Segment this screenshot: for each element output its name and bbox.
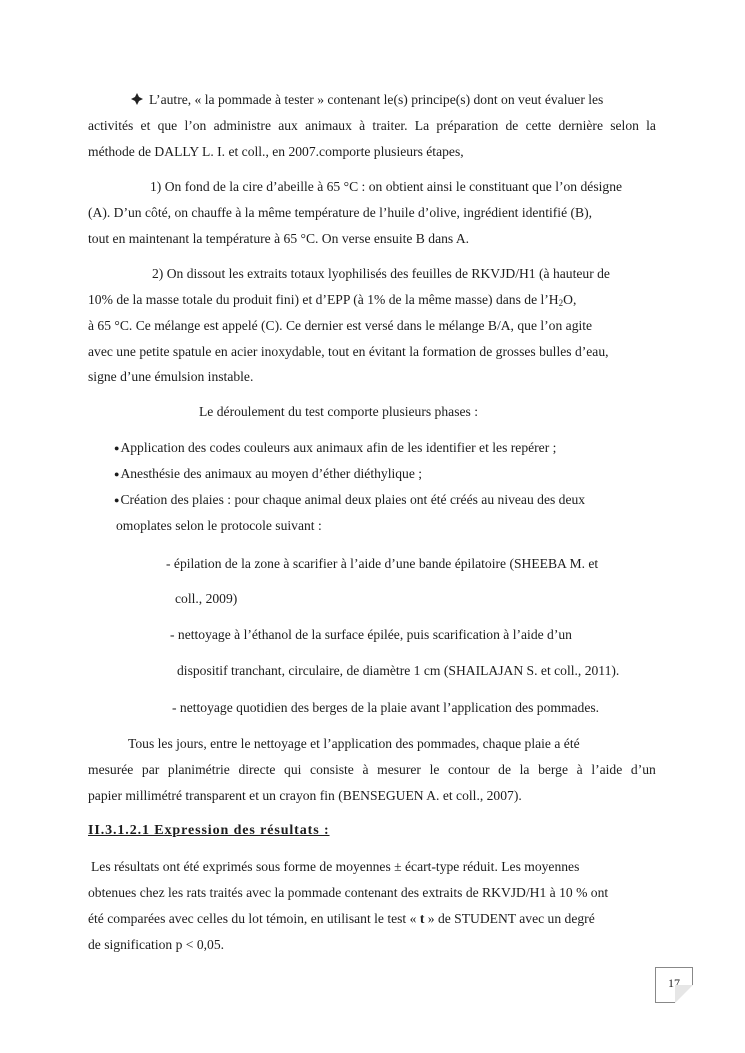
bullet-dot-icon: ● bbox=[114, 469, 120, 479]
bullet-item: ●Anesthésie des animaux au moyen d’éther diéthylique ; bbox=[114, 466, 423, 481]
diamond-bullet-paragraph bbox=[131, 91, 603, 109]
page-number: 17 bbox=[668, 976, 680, 990]
step2-line5: signe d’une émulsion instable. bbox=[88, 369, 254, 384]
step2-line3: à 65 °C. Ce mélange est appelé (C). Ce dernier est versé dans le mélange B/A, que l’on agite bbox=[88, 318, 593, 333]
results-line3: été comparées avec celles du lot témoin, en utilisant le test « t » de STUDENT avec un degré bbox=[88, 911, 595, 926]
step2-line2: 10% de la masse totale du produit fini) et d’EPP (à 1% de la même masse) dans de $l’H_2O$, bbox=[88, 292, 577, 308]
bullet-dot-icon: ● bbox=[114, 443, 120, 453]
step2-line1: 2) On dissout les extraits totaux lyophilisés des feuilles de RKVJD/H1 (à hauteur de bbox=[152, 266, 610, 281]
bullet-item-continuation: omoplates selon le protocole suivant : bbox=[116, 518, 322, 533]
results-line2: obtenues chez les rats traités avec la pommade contenant des extraits de RKVJD/H1 à 10 % ont bbox=[88, 885, 609, 900]
paragraph1-line3: méthode de DALLY L. I. et coll., en 2007.comporte plusieurs étapes, bbox=[88, 144, 464, 159]
daily-line2: mesurée par planimétrie directe qui consiste à mesurer le contour de la berge à l’aide d’un bbox=[88, 762, 656, 777]
results-line1: Les résultats ont été exprimés sous forme de moyennes ± écart-type réduit. Les moyennes bbox=[91, 859, 580, 874]
daily-line1: Tous les jours, entre le nettoyage et l’application des pommades, chaque plaie a été bbox=[128, 736, 580, 751]
step1-line3: tout en maintenant la température à 65 °C. On verse ensuite B dans A. bbox=[88, 231, 470, 246]
bullet-item: ●Création des plaies : pour chaque animal deux plaies ont été créés au niveau des deux bbox=[114, 492, 586, 507]
bullet-item: ●Application des codes couleurs aux animaux afin de les identifier et les repérer ; bbox=[114, 440, 557, 455]
protocol-step-2-cont: dispositif tranchant, circulaire, de diamètre 1 cm (SHAILAJAN S. et coll., 2011). bbox=[177, 663, 620, 678]
protocol-step-1-cont: coll., 2009) bbox=[175, 591, 238, 606]
protocol-step-3: - nettoyage quotidien des berges de la plaie avant l’application des pommades. bbox=[172, 700, 600, 715]
paragraph1-line1: L’autre, « la pommade à tester » contenant le(s) principe(s) dont on veut évaluer les bbox=[149, 92, 604, 107]
page-number-box bbox=[655, 967, 693, 1003]
protocol-step-1: - épilation de la zone à scarifier à l’aide d’une bande épilatoire (SHEEBA M. et bbox=[166, 556, 599, 571]
daily-line3: papier millimétré transparent et un crayon fin (BENSEGUEN A. et coll., 2007). bbox=[88, 788, 522, 803]
diamond-bullet-icon bbox=[131, 93, 143, 105]
page-fold-icon bbox=[675, 985, 693, 1003]
step1-line2: (A). D’un côté, on chauffe à la même température de l’huile d’olive, ingrédient identifié (B), bbox=[88, 205, 593, 220]
phases-intro: Le déroulement du test comporte plusieurs phases : bbox=[199, 404, 478, 419]
bullet-dot-icon: ● bbox=[114, 495, 120, 505]
protocol-step-2: - nettoyage à l’éthanol de la surface épilée, puis scarification à l’aide d’un bbox=[170, 627, 572, 642]
paragraph1-line2: activités et que l’on administre aux animaux à traiter. La préparation de cette dernière selon la bbox=[88, 118, 656, 133]
step2-line4: avec une petite spatule en acier inoxydable, tout en évitant la formation de grosses bulles d’eau, bbox=[88, 344, 609, 359]
step1-line1: 1) On fond de la cire d’abeille à 65 °C : on obtient ainsi le constituant que l’on désigne bbox=[150, 179, 623, 194]
section-heading: II.3.1.2.1 Expression des résultats : bbox=[88, 823, 330, 838]
results-line4: de signification p < 0,05. bbox=[88, 937, 225, 952]
